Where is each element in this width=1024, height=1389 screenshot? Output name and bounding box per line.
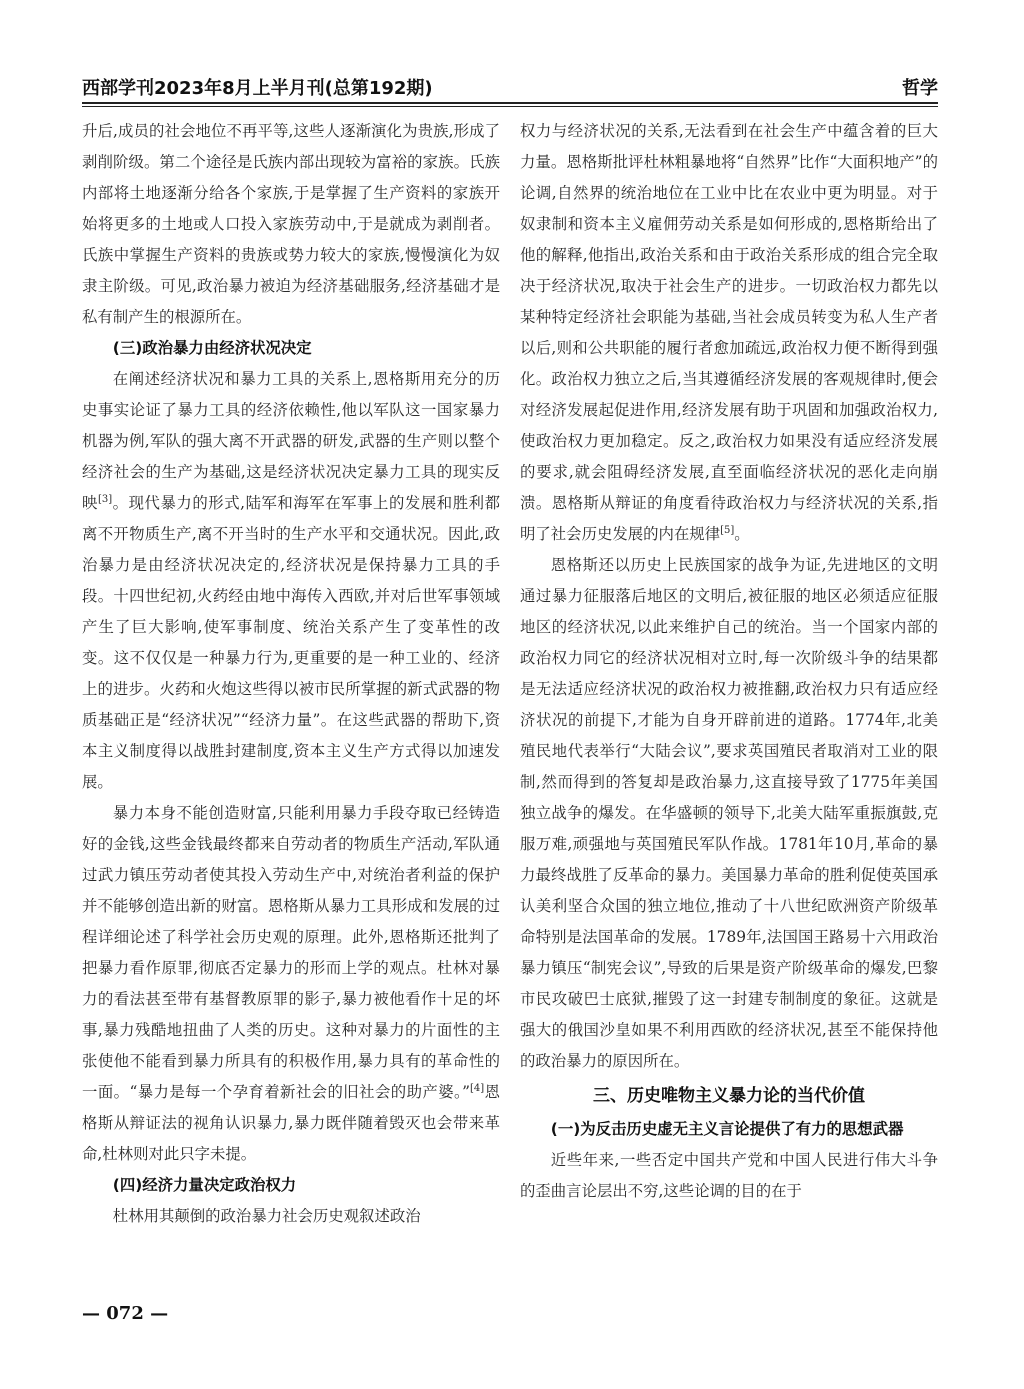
citation: [3] [97,493,113,505]
header-rule-thick [82,102,938,104]
running-header [82,72,938,104]
paragraph: 在阐述经济状况和暴力工具的关系上,恩格斯用充分的历史事实论证了暴力工具的经济依赖性,他以军队这一国家暴力机器为例,军队的强大离不开武器的研发,武器的生产则以整个经济社会的生产为基础,这是经济状况决定暴力工具的现实反映[3]。现代暴力的形式,陆军和海军在军事上的发展和胜利都离不开物质生产,离不开当时的生产水平和交通状况。因此,政治暴力是由经济状况决定的,经济状况是保持暴力工具的手段。十四世纪初,火药经由地中海传入西欧,并对后世军事领域产生了巨大影响,使军事制度、统治关系产生了变革性的改变。这不仅仅是一种暴力行为,更重要的是一种工业的、经济上的进步。火药和火炮这些得以被市民所掌握的新式武器的物质基础正是“经济状况”“经济力量”。在这些武器的帮助下,资本主义制度得以战胜封建制度,资本主义生产方式得以加速发展。 [82,370,500,791]
paragraph: 杜林用其颠倒的政治暴力社会历史观叙述政治 [112,1207,421,1225]
subsection-heading: (四)经济力量决定政治权力 [112,1176,297,1194]
section-heading: 三、历史唯物主义暴力论的当代价值 [593,1086,865,1106]
right-column [520,116,938,1207]
subsection-heading: (一)为反击历史虚无主义言论提供了有力的思想武器 [550,1120,904,1138]
subsection-heading: (三)政治暴力由经济状况决定 [112,339,312,357]
citation: [4] [470,1082,485,1094]
journal-title: 西部学刊2023年8月上半月刊(总第192期) [82,78,433,99]
page-number: — 072 — [82,1303,169,1324]
paragraph: 权力与经济状况的关系,无法看到在社会生产中蕴含着的巨大力量。恩格斯批评杜林粗暴地将“自然界”比作“大面积地产”的论调,自然界的统治地位在工业中比在农业中更为明显。对于奴隶制和资本主义雇佣劳动关系是如何形成的,恩格斯给出了他的解释,他指出,政治关系和由于政治关系形成的组合完全取决于经济状况,取决于社会生产的进步。一切政治权力都先以某种特定经济社会职能为基础,当社会成员转变为私人生产者以后,则和公共职能的履行者愈加疏远,政治权力便不断得到强化。政治权力独立之后,当其遵循经济发展的客观规律时,便会对经济发展起促进作用,经济发展有助于巩固和加强政治权力,使政治权力更加稳定。反之,政治权力如果没有适应经济发展的要求,就会阻碍经济发展,直至面临经济状况的恶化走向崩溃。恩格斯从辩证的角度看待政治权力与经济状况的关系,指明了社会历史发展的内在规律[5]。 [520,122,938,543]
paragraph: 近些年来,一些否定中国共产党和中国人民进行伟大斗争的歪曲言论层出不穷,这些论调的目的在于 [520,1151,938,1200]
paragraph: 暴力本身不能创造财富,只能利用暴力手段夺取已经铸造好的金钱,这些金钱最终都来自劳动者的物质生产活动,军队通过武力镇压劳动者使其投入劳动生产中,对统治者利益的保护并不能够创造出新的财富。恩格斯从暴力工具形成和发展的过程详细论述了科学社会历史观的原理。此外,恩格斯还批判了把暴力看作原罪,彻底否定暴力的形而上学的观点。杜林对暴力的看法甚至带有基督教原罪的影子,暴力被他看作十足的坏事,暴力残酷地扭曲了人类的历史。这种对暴力的片面性的主张使他不能看到暴力所具有的积极作用,暴力具有的革命性的一面。“暴力是每一个孕育着新社会的旧社会的助产婆。”[4]恩格斯从辩证法的视角认识暴力,暴力既伴随着毁灭也会带来革命,杜林则对此只字未提。 [82,804,500,1163]
header-rule-thin [82,106,938,107]
left-column [82,116,500,1232]
paragraph: 升后,成员的社会地位不再平等,这些人逐渐演化为贵族,形成了剥削阶级。第二个途径是氏族内部出现较为富裕的家族。氏族内部将土地逐渐分给各个家族,于是掌握了生产资料的家族开始将更多的土地或人口投入家族劳动中,于是就成为剥削者。氏族中掌握生产资料的贵族或势力较大的家族,慢慢演化为奴隶主阶级。可见,政治暴力被迫为经济基础服务,经济基础才是私有制产生的根源所在。 [82,122,500,326]
paragraph: 恩格斯还以历史上民族国家的战争为证,先进地区的文明通过暴力征服落后地区的文明后,被征服的地区必须适应征服地区的经济状况,以此来维护自己的统治。当一个国家内部的政治权力同它的经济状况相对立时,每一次阶级斗争的结果都是无法适应经济状况的政治权力被推翻,政治权力只有适应经济状况的前提下,才能为自身开辟前进的道路。1774年,北美殖民地代表举行“大陆会议”,要求英国殖民者取消对工业的限制,然而得到的答复却是政治暴力,这直接导致了1775年美国独立战争的爆发。在华盛顿的领导下,北美大陆军重振旗鼓,克服万难,顽强地与英国殖民军队作战。1781年10月,革命的暴力最终战胜了反革命的暴力。美国暴力革命的胜利促使英国承认美利坚合众国的独立地位,推动了十八世纪欧洲资产阶级革命特别是法国革命的发展。1789年,法国国王路易十六用政治暴力镇压“制宪会议”,导致的后果是资产阶级革命的爆发,巴黎市民攻破巴士底狱,摧毁了这一封建专制制度的象征。这就是强大的俄国沙皇如果不利用西欧的经济状况,甚至不能保持他的政治暴力的原因所在。 [520,556,938,1070]
section-tag: 哲学 [902,78,938,99]
citation: [5] [720,524,735,536]
